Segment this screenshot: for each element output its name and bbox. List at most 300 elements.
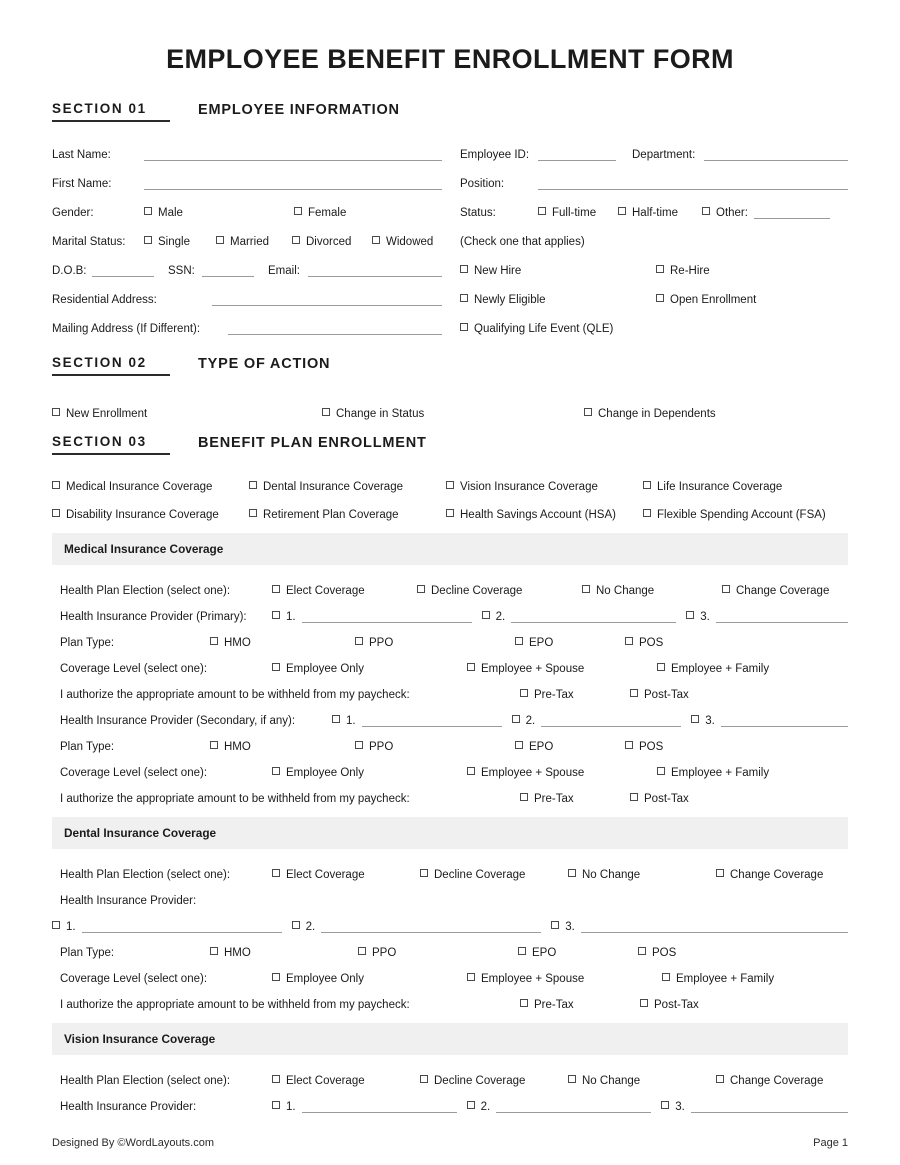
page-title: EMPLOYEE BENEFIT ENROLLMENT FORM [166, 44, 734, 74]
coverage-employee-spouse-option-2[interactable] [467, 767, 657, 779]
checkbox-icon[interactable] [294, 207, 302, 215]
dental-plan-type-label: Plan Type: [60, 947, 115, 959]
qle-label: Qualifying Life Event (QLE) [474, 323, 614, 335]
vision-elect-option[interactable] [272, 1075, 420, 1087]
email-input[interactable] [308, 265, 442, 277]
dental-elect-option[interactable] [272, 869, 420, 881]
provider-number: 1. [286, 1101, 296, 1113]
checkbox-icon[interactable] [272, 611, 280, 619]
footer-page-number: Page 1 [813, 1137, 848, 1149]
benefit-option-medical[interactable] [52, 481, 249, 493]
dental-posttax-option[interactable] [640, 999, 699, 1011]
checkbox-icon[interactable] [568, 869, 576, 877]
provider-3-option[interactable] [661, 1101, 685, 1113]
dental-pos-option[interactable] [638, 947, 676, 959]
checkbox-icon[interactable] [662, 973, 670, 981]
provider-number: 3. [700, 611, 710, 623]
dental-provider-1-input[interactable] [82, 921, 282, 933]
option-label: HMO [224, 741, 251, 753]
option-label: Employee Only [286, 767, 364, 779]
checkbox-icon[interactable] [272, 869, 280, 877]
checkbox-icon[interactable] [640, 999, 648, 1007]
option-label: Elect Coverage [286, 869, 365, 881]
gender-row [52, 190, 442, 219]
section-header-02 [52, 355, 848, 376]
marital-widowed-option[interactable] [372, 236, 433, 248]
medical-nochange-option[interactable] [582, 585, 722, 597]
dental-provider-label: Health Insurance Provider: [60, 895, 197, 907]
checkbox-icon[interactable] [144, 236, 152, 244]
residential-address-row [52, 277, 442, 306]
benefit-label: Life Insurance Coverage [657, 481, 783, 493]
checkbox-icon[interactable] [52, 921, 60, 929]
checkbox-icon[interactable] [249, 481, 257, 489]
option-label: Employee + Spouse [481, 973, 585, 985]
provider-2-option[interactable] [467, 1101, 491, 1113]
section-header-01 [52, 101, 848, 122]
option-label: POS [652, 947, 677, 959]
status-halftime-label: Half-time [632, 207, 679, 219]
medical-secondary-provider-label: Health Insurance Provider (Secondary, if any): [60, 715, 296, 727]
plan-type-hmo-option[interactable] [210, 637, 355, 649]
option-label: Pre-Tax [534, 999, 574, 1011]
checkbox-icon[interactable] [460, 294, 468, 302]
medical-secondary-provider-row [52, 701, 848, 727]
checkbox-icon[interactable] [518, 947, 526, 955]
checkbox-icon[interactable] [144, 207, 152, 215]
provider-2-option[interactable] [512, 715, 536, 727]
dental-ppo-option[interactable] [358, 947, 518, 959]
checkbox-icon[interactable] [661, 1101, 669, 1109]
dental-election-label: Health Plan Election (select one): [60, 869, 231, 881]
vision-provider-label: Health Insurance Provider: [60, 1101, 197, 1113]
medical-plan-type-row [52, 623, 848, 649]
provider-1-option[interactable] [332, 715, 356, 727]
dental-employee-family-option[interactable] [662, 973, 774, 985]
benefit-option-disability[interactable] [52, 509, 249, 521]
checkbox-icon[interactable] [420, 1075, 428, 1083]
employee-right-column [460, 132, 848, 335]
checkbox-icon[interactable] [618, 207, 626, 215]
dental-epo-option[interactable] [518, 947, 638, 959]
option-label: Employee + Spouse [481, 663, 585, 675]
gender-female-option[interactable] [294, 207, 346, 219]
option-label: Post-Tax [654, 999, 699, 1011]
medical-secondary-provider-2-input[interactable] [541, 715, 681, 727]
dob-input[interactable] [92, 265, 154, 277]
medical-primary-provider-1-input[interactable] [302, 611, 472, 623]
checkbox-icon[interactable] [716, 869, 724, 877]
option-label: Post-Tax [644, 689, 689, 701]
medical-elect-option[interactable] [272, 585, 417, 597]
newly-eligible-label: Newly Eligible [474, 294, 546, 306]
plan-type-ppo-option-2[interactable] [355, 741, 515, 753]
position-label: Position: [460, 178, 505, 190]
option-label: No Change [582, 869, 641, 881]
benefit-options-row-2 [52, 493, 848, 521]
benefit-option-fsa[interactable] [643, 509, 826, 521]
marital-divorced-option[interactable] [292, 236, 372, 248]
dental-change-option[interactable] [716, 869, 823, 881]
status-label: Status: [460, 207, 496, 219]
provider-3-option[interactable] [691, 715, 715, 727]
checkbox-icon[interactable] [420, 869, 428, 877]
option-label: No Change [582, 1075, 641, 1087]
first-name-input[interactable] [144, 178, 442, 190]
option-label: HMO [224, 637, 251, 649]
checkbox-icon[interactable] [551, 921, 559, 929]
mailing-address-label: Mailing Address (If Different): [52, 323, 201, 335]
benefit-option-life[interactable] [643, 481, 782, 493]
vision-provider-2-input[interactable] [496, 1101, 651, 1113]
dental-election-row [52, 855, 848, 881]
checkbox-icon[interactable] [292, 236, 300, 244]
change-in-status-option[interactable] [322, 408, 584, 420]
newly-eligible-option[interactable] [460, 294, 656, 306]
checkbox-icon[interactable] [272, 767, 280, 775]
checkbox-icon[interactable] [656, 294, 664, 302]
medical-coverage-level-label-2: Coverage Level (select one): [60, 767, 208, 779]
benefit-label: Health Savings Account (HSA) [460, 509, 616, 521]
residential-address-input[interactable] [212, 294, 442, 306]
option-label: PPO [369, 741, 394, 753]
option-label: EPO [529, 741, 554, 753]
provider-number: 2. [525, 715, 536, 727]
medical-primary-provider-3-input[interactable] [716, 611, 848, 623]
checkbox-icon[interactable] [210, 637, 218, 645]
residential-address-label: Residential Address: [52, 294, 157, 306]
first-name-label: First Name: [52, 178, 112, 190]
checkbox-icon[interactable] [467, 663, 475, 671]
checkbox-icon[interactable] [417, 585, 425, 593]
provider-1-option[interactable] [52, 921, 76, 933]
provider-3-option[interactable] [686, 611, 710, 623]
provider-2-option[interactable] [292, 921, 316, 933]
status-halftime-option[interactable] [618, 207, 702, 219]
checkbox-icon[interactable] [460, 323, 468, 331]
checkbox-icon[interactable] [210, 741, 218, 749]
ssn-label: SSN: [168, 265, 195, 277]
benefit-options-row-1 [52, 465, 848, 493]
checkbox-icon[interactable] [272, 973, 280, 981]
coverage-employee-only-option-2[interactable] [272, 767, 467, 779]
option-label: PPO [372, 947, 397, 959]
checkbox-icon[interactable] [446, 481, 454, 489]
plan-type-ppo-option[interactable] [355, 637, 515, 649]
checkbox-icon[interactable] [686, 611, 694, 619]
dental-coverage-level-label: Coverage Level (select one): [60, 973, 208, 985]
dental-plan-type-row [52, 933, 848, 959]
checkbox-icon[interactable] [515, 741, 523, 749]
checkbox-icon[interactable] [272, 1101, 280, 1109]
medical-plan-type-row-2 [52, 727, 848, 753]
coverage-employee-family-option-2[interactable] [657, 767, 769, 779]
checkbox-icon[interactable] [272, 663, 280, 671]
option-label: Change Coverage [730, 869, 824, 881]
coverage-employee-family-option[interactable] [657, 663, 769, 675]
option-label: Decline Coverage [434, 1075, 526, 1087]
medical-secondary-provider-3-input[interactable] [721, 715, 848, 727]
option-label: Employee + Spouse [481, 767, 585, 779]
vision-provider-row [52, 1087, 848, 1113]
dental-authorize-row [52, 985, 848, 1011]
marital-widowed-label: Widowed [386, 236, 434, 248]
section-number: SECTION 02 [52, 355, 170, 376]
checkbox-icon[interactable] [512, 715, 520, 723]
change-in-dependents-option[interactable] [584, 408, 716, 420]
marital-married-option[interactable] [216, 236, 292, 248]
vision-nochange-option[interactable] [568, 1075, 716, 1087]
option-label: EPO [532, 947, 557, 959]
dental-nochange-option[interactable] [568, 869, 716, 881]
dental-section-band: Dental Insurance Coverage [52, 817, 848, 849]
email-label: Email: [268, 265, 300, 277]
medical-change-option[interactable] [722, 585, 829, 597]
section-title: BENEFIT PLAN ENROLLMENT [198, 435, 427, 451]
option-label: Change Coverage [736, 585, 830, 597]
plan-type-pos-option-2[interactable] [625, 741, 663, 753]
status-other-option[interactable] [702, 207, 748, 219]
dental-employee-only-option[interactable] [272, 973, 467, 985]
department-label: Department: [632, 149, 696, 161]
checkbox-icon[interactable] [467, 973, 475, 981]
pretax-option-2[interactable] [520, 793, 630, 805]
checkbox-icon[interactable] [467, 767, 475, 775]
benefit-option-retirement[interactable] [249, 509, 446, 521]
new-hire-option[interactable] [460, 265, 656, 277]
benefit-label: Vision Insurance Coverage [460, 481, 598, 493]
open-enrollment-option[interactable] [656, 294, 756, 306]
status-fulltime-label: Full-time [552, 207, 597, 219]
medical-coverage-level-row [52, 649, 848, 675]
last-name-label: Last Name: [52, 149, 111, 161]
checkbox-icon[interactable] [520, 999, 528, 1007]
benefit-option-hsa[interactable] [446, 509, 643, 521]
benefit-option-vision[interactable] [446, 481, 643, 493]
dental-pretax-option[interactable] [520, 999, 640, 1011]
option-label: Decline Coverage [434, 869, 526, 881]
checkbox-icon[interactable] [482, 611, 490, 619]
ssn-input[interactable] [202, 265, 254, 277]
re-hire-option[interactable] [656, 265, 710, 277]
first-name-row [52, 161, 442, 190]
provider-number: 2. [495, 611, 506, 623]
medical-coverage-level-row-2 [52, 753, 848, 779]
dob-label: D.O.B: [52, 265, 87, 277]
vision-decline-option[interactable] [420, 1075, 568, 1087]
department-input[interactable] [704, 149, 848, 161]
medical-authorize-label: I authorize the appropriate amount to be withheld from my paycheck: [60, 689, 410, 701]
marital-status-row [52, 219, 442, 248]
medical-primary-provider-2-input[interactable] [511, 611, 676, 623]
medical-election-label: Health Plan Election (select one): [60, 585, 231, 597]
checkbox-icon[interactable] [272, 1075, 280, 1083]
marital-divorced-label: Divorced [306, 236, 352, 248]
status-other-label: Other: [716, 207, 748, 219]
hire-type-row [460, 248, 848, 277]
option-label: Elect Coverage [286, 1075, 365, 1087]
checkbox-icon[interactable] [52, 509, 60, 517]
checkbox-icon[interactable] [520, 793, 528, 801]
medical-secondary-provider-1-input[interactable] [362, 715, 502, 727]
dental-decline-option[interactable] [420, 869, 568, 881]
marital-single-option[interactable] [144, 236, 216, 248]
option-label: Pre-Tax [534, 793, 574, 805]
checkbox-icon[interactable] [630, 689, 638, 697]
checkbox-icon[interactable] [332, 715, 340, 723]
coverage-employee-only-option[interactable] [272, 663, 467, 675]
medical-election-row [52, 571, 848, 597]
pretax-option[interactable] [520, 689, 630, 701]
vision-election-row [52, 1061, 848, 1087]
gender-label: Gender: [52, 207, 94, 219]
checkbox-icon[interactable] [372, 236, 380, 244]
status-fulltime-option[interactable] [538, 207, 618, 219]
provider-number: 3. [565, 921, 575, 933]
checkbox-icon[interactable] [656, 265, 664, 273]
checkbox-icon[interactable] [52, 408, 60, 416]
checkbox-icon[interactable] [467, 1101, 475, 1109]
checkbox-icon[interactable] [322, 408, 330, 416]
vision-provider-1-input[interactable] [302, 1101, 457, 1113]
vision-provider-3-input[interactable] [691, 1101, 848, 1113]
option-label: Decline Coverage [431, 585, 523, 597]
checkbox-icon[interactable] [272, 585, 280, 593]
benefit-option-dental[interactable] [249, 481, 446, 493]
plan-type-epo-option[interactable] [515, 637, 625, 649]
checkbox-icon[interactable] [216, 236, 224, 244]
checkbox-icon[interactable] [584, 408, 592, 416]
medical-coverage-level-label: Coverage Level (select one): [60, 663, 208, 675]
employee-id-label: Employee ID: [460, 149, 530, 161]
status-other-input[interactable] [754, 207, 830, 219]
checkbox-icon[interactable] [355, 637, 363, 645]
gender-male-option[interactable] [144, 207, 294, 219]
checkbox-icon[interactable] [657, 663, 665, 671]
checkbox-icon[interactable] [520, 689, 528, 697]
medical-primary-provider-row [52, 597, 848, 623]
new-enrollment-label: New Enrollment [66, 408, 148, 420]
last-name-input[interactable] [144, 149, 442, 161]
option-label: HMO [224, 947, 251, 959]
checkbox-icon[interactable] [638, 947, 646, 955]
medical-section-band: Medical Insurance Coverage [52, 533, 848, 565]
dental-provider-label-row [52, 881, 848, 907]
provider-2-option[interactable] [482, 611, 506, 623]
type-of-action-row [52, 386, 848, 420]
option-label: Employee + Family [671, 767, 770, 779]
change-in-status-label: Change in Status [336, 408, 425, 420]
position-input[interactable] [538, 178, 848, 190]
last-name-row [52, 132, 442, 161]
provider-number: 3. [675, 1101, 685, 1113]
checkbox-icon[interactable] [722, 585, 730, 593]
option-label: POS [639, 637, 664, 649]
checkbox-icon[interactable] [460, 265, 468, 273]
option-label: Pre-Tax [534, 689, 574, 701]
dental-hmo-option[interactable] [210, 947, 358, 959]
checkbox-icon[interactable] [702, 207, 710, 215]
checkbox-icon[interactable] [643, 481, 651, 489]
marital-status-label: Marital Status: [52, 236, 126, 248]
eligibility-row [460, 277, 848, 306]
checkbox-icon[interactable] [210, 947, 218, 955]
dental-provider-3-input[interactable] [581, 921, 848, 933]
checkbox-icon[interactable] [643, 509, 651, 517]
section-title: EMPLOYEE INFORMATION [198, 102, 400, 118]
medical-authorize-row-2 [52, 779, 848, 805]
vision-election-label: Health Plan Election (select one): [60, 1075, 231, 1087]
benefit-label: Retirement Plan Coverage [263, 509, 399, 521]
checkbox-icon[interactable] [355, 741, 363, 749]
employee-information-columns [52, 132, 848, 335]
checkbox-icon[interactable] [657, 767, 665, 775]
new-enrollment-option[interactable] [52, 408, 322, 420]
medical-primary-provider-label: Health Insurance Provider (Primary): [60, 611, 247, 623]
checkbox-icon[interactable] [625, 637, 633, 645]
checkbox-icon[interactable] [630, 793, 638, 801]
dental-provider-2-input[interactable] [321, 921, 541, 933]
checkbox-icon[interactable] [292, 921, 300, 929]
provider-number: 1. [286, 611, 296, 623]
plan-type-epo-option-2[interactable] [515, 741, 625, 753]
checkbox-icon[interactable] [538, 207, 546, 215]
option-label: Employee + Family [676, 973, 775, 985]
option-label: Change Coverage [730, 1075, 824, 1087]
new-hire-label: New Hire [474, 265, 522, 277]
provider-number: 2. [480, 1101, 491, 1113]
posttax-option-2[interactable] [630, 793, 689, 805]
checkbox-icon[interactable] [52, 481, 60, 489]
qle-option[interactable] [460, 323, 613, 335]
check-one-note-row [460, 219, 848, 248]
re-hire-label: Re-Hire [670, 265, 710, 277]
option-label: POS [639, 741, 664, 753]
dental-coverage-level-row [52, 959, 848, 985]
gender-male-label: Male [158, 207, 183, 219]
option-label: PPO [369, 637, 394, 649]
provider-3-option[interactable] [551, 921, 575, 933]
provider-1-option[interactable] [272, 1101, 296, 1113]
checkbox-icon[interactable] [625, 741, 633, 749]
dental-employee-spouse-option[interactable] [467, 973, 662, 985]
position-row [460, 161, 848, 190]
vision-change-option[interactable] [716, 1075, 823, 1087]
employee-id-input[interactable] [538, 149, 616, 161]
provider-1-option[interactable] [272, 611, 296, 623]
medical-authorize-label-2: I authorize the appropriate amount to be withheld from my paycheck: [60, 793, 410, 805]
plan-type-pos-option[interactable] [625, 637, 663, 649]
check-one-note: (Check one that applies) [460, 236, 585, 248]
checkbox-icon[interactable] [249, 509, 257, 517]
checkbox-icon[interactable] [582, 585, 590, 593]
employee-id-department-row [460, 132, 848, 161]
option-label: Elect Coverage [286, 585, 365, 597]
mailing-address-input[interactable] [228, 323, 442, 335]
page-footer [52, 1137, 848, 1149]
coverage-employee-spouse-option[interactable] [467, 663, 657, 675]
checkbox-icon[interactable] [568, 1075, 576, 1083]
checkbox-icon[interactable] [446, 509, 454, 517]
medical-decline-option[interactable] [417, 585, 582, 597]
posttax-option[interactable] [630, 689, 689, 701]
checkbox-icon[interactable] [358, 947, 366, 955]
status-row [460, 190, 848, 219]
plan-type-hmo-option-2[interactable] [210, 741, 355, 753]
checkbox-icon[interactable] [716, 1075, 724, 1083]
checkbox-icon[interactable] [515, 637, 523, 645]
checkbox-icon[interactable] [691, 715, 699, 723]
